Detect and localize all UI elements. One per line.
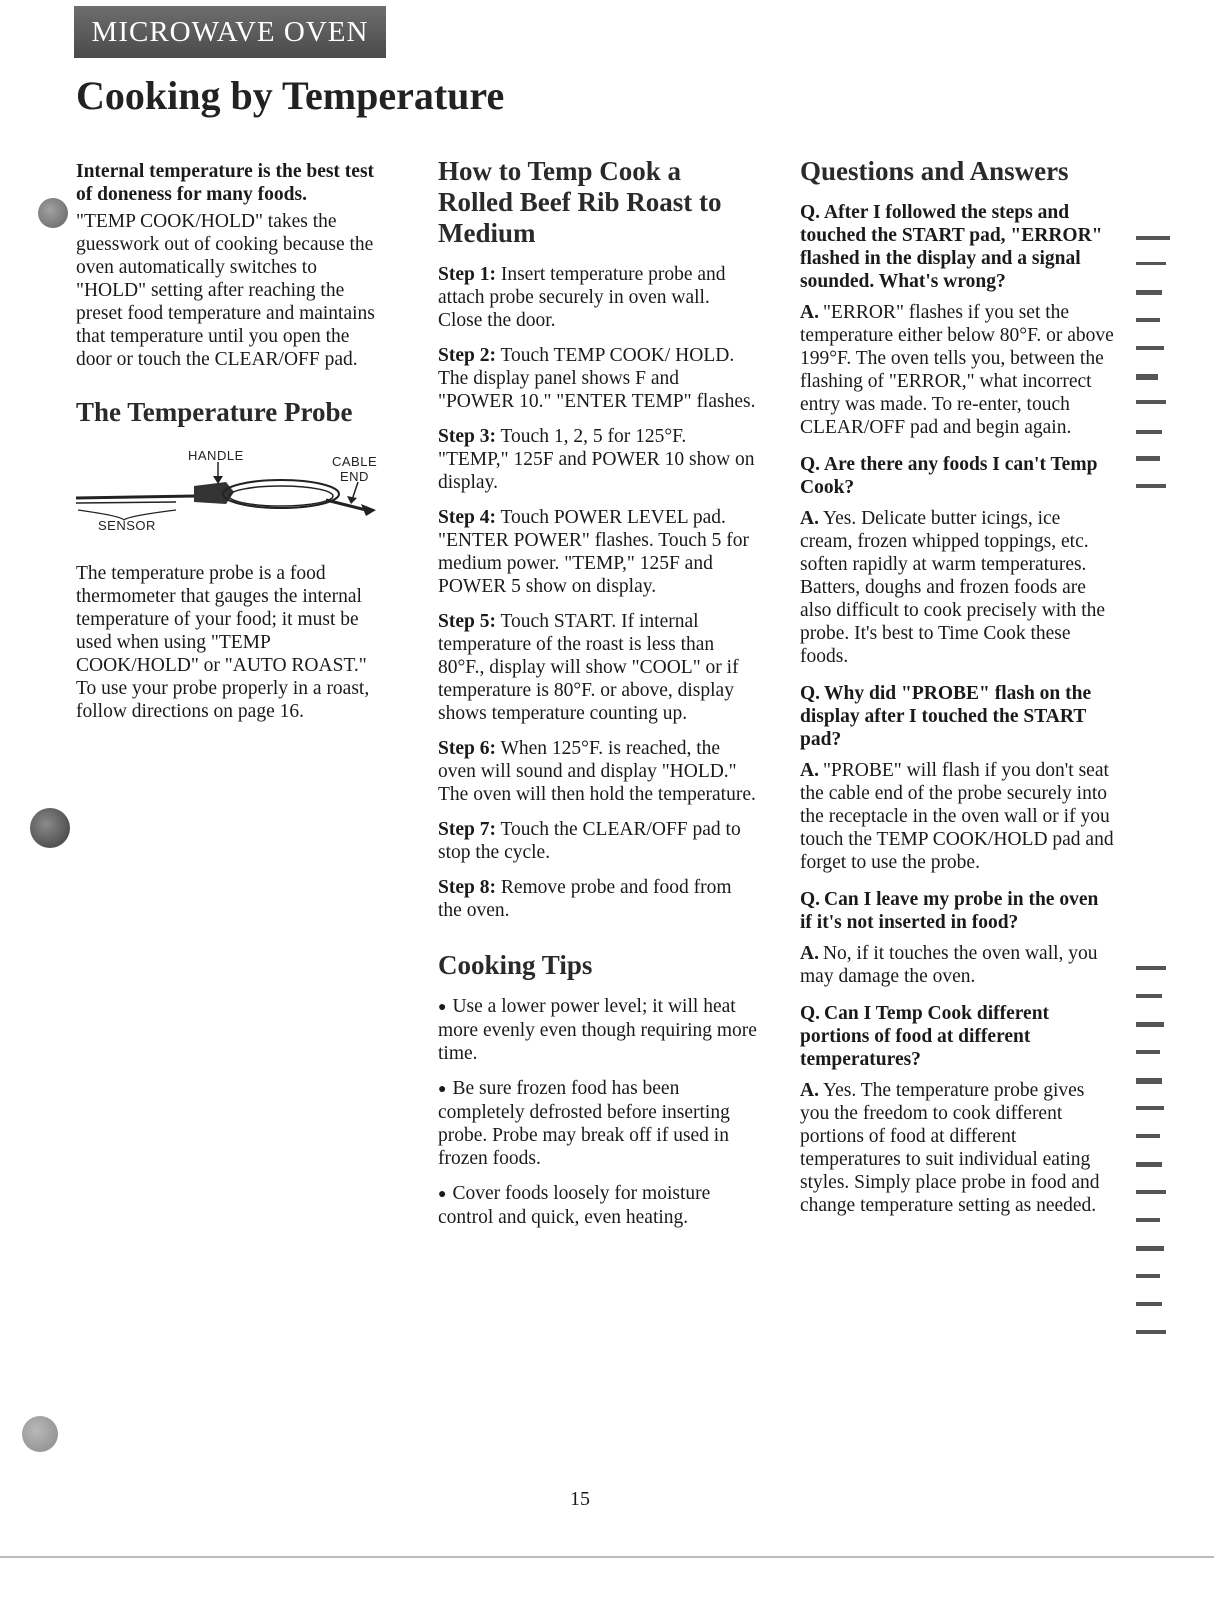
step-text: Touch the CLEAR/OFF pad to stop the cycle. [438,819,741,863]
probe-heading: The Temperature Probe [76,397,353,427]
tip-item [438,1077,758,1170]
page-number: 15 [570,1488,590,1510]
question [800,1002,1115,1071]
step-label: Step 3: [438,426,496,447]
step-label: Step 5: [438,611,496,632]
step-label: Step 6: [438,738,496,759]
section-banner: MICROWAVE OVEN [74,6,386,58]
question [800,453,1115,499]
bullet-icon: ● [438,1082,447,1098]
binder-hole-mark [38,198,68,228]
question-text: Why did "PROBE" flash on the display after I touched the START pad? [800,683,1092,750]
binder-hole-mark [22,1416,58,1452]
bullet-icon: ● [438,1187,447,1203]
answer [800,301,1115,439]
answer-prefix: A. [800,760,819,781]
answer [800,942,1115,988]
answer [800,759,1115,874]
step-label: Step 1: [438,264,496,285]
step-item [438,344,758,413]
question-prefix: Q. [800,889,821,910]
question [800,682,1115,751]
step-item [438,425,758,494]
question-text: Are there any foods I can't Temp Cook? [800,454,1098,498]
tip-item [438,1182,758,1229]
step-text: Touch 1, 2, 5 for 125°F. "TEMP," 125F and POWER 10 show on display. [438,426,755,493]
tip-item [438,995,758,1065]
question-prefix: Q. [800,202,821,223]
steps-column [438,156,758,1241]
answer-text: Yes. The temperature probe gives you the freedom to cook different portions of food at different temperatures to suit individual eating styles. Simply place probe in food and change temperature setting as needed. [800,1080,1100,1216]
question-text: Can I Temp Cook different portions of food at different temperatures? [800,1003,1050,1070]
cable-end-label-line2: END [340,469,369,484]
answer-text: "ERROR" flashes if you set the temperature either below 80°F. or above 199°F. The oven tells you, between the flashing of "ERROR," what incorrect entry was made. To re-enter, touch CLEAR/OFF pad and begin again. [800,302,1114,438]
step-item [438,263,758,332]
tip-text: Use a lower power level; it will heat more evenly even though requiring more time. [438,996,757,1065]
scan-bottom-edge [0,1556,1214,1558]
step-text: Touch TEMP COOK/ HOLD. The display panel shows F and "POWER 10." "ENTER TEMP" flashes. [438,345,756,412]
bullet-icon: ● [438,1000,447,1016]
binder-hole-mark [30,808,70,848]
step-item [438,506,758,598]
qa-column [800,156,1115,1231]
cable-end-label-line1: CABLE [332,454,378,469]
question-text: Can I leave my probe in the oven if it's not inserted in food? [800,889,1099,933]
tip-text: Cover foods loosely for moisture control and quick, even heating. [438,1183,711,1229]
step-item [438,876,758,922]
tip-text: Be sure frozen food has been completely defrosted before inserting probe. Probe may break off if used in frozen foods. [438,1078,730,1170]
step-label: Step 2: [438,345,496,366]
step-text: Touch POWER LEVEL pad. "ENTER POWER" flashes. Touch 5 for medium power. "TEMP," 125F and POWER 5 show on display. [438,507,749,597]
question [800,201,1115,293]
step-label: Step 8: [438,877,496,898]
qa-heading: Questions and Answers [800,156,1069,186]
answer-prefix: A. [800,1080,819,1101]
intro-paragraph: "TEMP COOK/HOLD" takes the guesswork out of cooking because the oven automatically switches to "HOLD" setting after reaching the preset food temperature and maintains that temperature until you open the door or touch the CLEAR/OFF pad. [76,211,375,370]
step-item [438,818,758,864]
page-title: Cooking by Temperature [76,73,505,118]
answer-text: Yes. Delicate butter icings, ice cream, frozen whipped toppings, etc. soften rapidly at warm temperatures. Batters, doughs and frozen foods are also difficult to cook precisely with the probe. It's best to Time Cook these foods. [800,508,1106,667]
question-prefix: Q. [800,454,821,475]
answer-prefix: A. [800,508,819,529]
temperature-probe-illustration [76,448,386,548]
answer-text: No, if it touches the oven wall, you may damage the oven. [800,943,1098,987]
answer-text: "PROBE" will flash if you don't seat the cable end of the probe securely into the receptacle in the oven wall or if you touch the TEMP COOK/HOLD pad and forget to use the probe. [800,760,1114,873]
sensor-label: SENSOR [98,518,156,533]
probe-description: The temperature probe is a food thermometer that gauges the internal temperature of your food; it must be used when using "TEMP COOK/HOLD" or "AUTO ROAST." To use your probe properly in a roast, follow directions on page 16. [76,563,370,722]
question-prefix: Q. [800,683,821,704]
answer [800,1079,1115,1217]
tips-heading: Cooking Tips [438,950,593,980]
step-item [438,737,758,806]
question-text: After I followed the steps and touched the START pad, "ERROR" flashed in the display and a signal sounded. What's wrong? [800,202,1103,292]
step-label: Step 7: [438,819,496,840]
handle-label: HANDLE [188,448,244,463]
steps-heading: How to Temp Cook a Rolled Beef Rib Roast to Medium [438,156,722,248]
step-text: Touch START. If internal temperature of the roast is less than 80°F., display will show "COOL" or if temperature is 80°F. or above, display shows temperature counting up. [438,611,739,724]
step-text: Insert temperature probe and attach probe securely in oven wall. Close the door. [438,264,726,331]
probe-diagram [76,448,386,548]
answer-prefix: A. [800,943,819,964]
scan-edge-artifact [1114,0,1214,1600]
answer-prefix: A. [800,302,819,323]
step-text: When 125°F. is reached, the oven will sound and display "HOLD." The oven will then hold the temperature. [438,738,756,805]
question-prefix: Q. [800,1003,821,1024]
answer [800,507,1115,668]
step-label: Step 4: [438,507,496,528]
intro-column [76,156,386,723]
question [800,888,1115,934]
step-item [438,610,758,725]
step-text: Remove probe and food from the oven. [438,877,732,921]
intro-lead: Internal temperature is the best test of doneness for many foods. [76,161,375,205]
